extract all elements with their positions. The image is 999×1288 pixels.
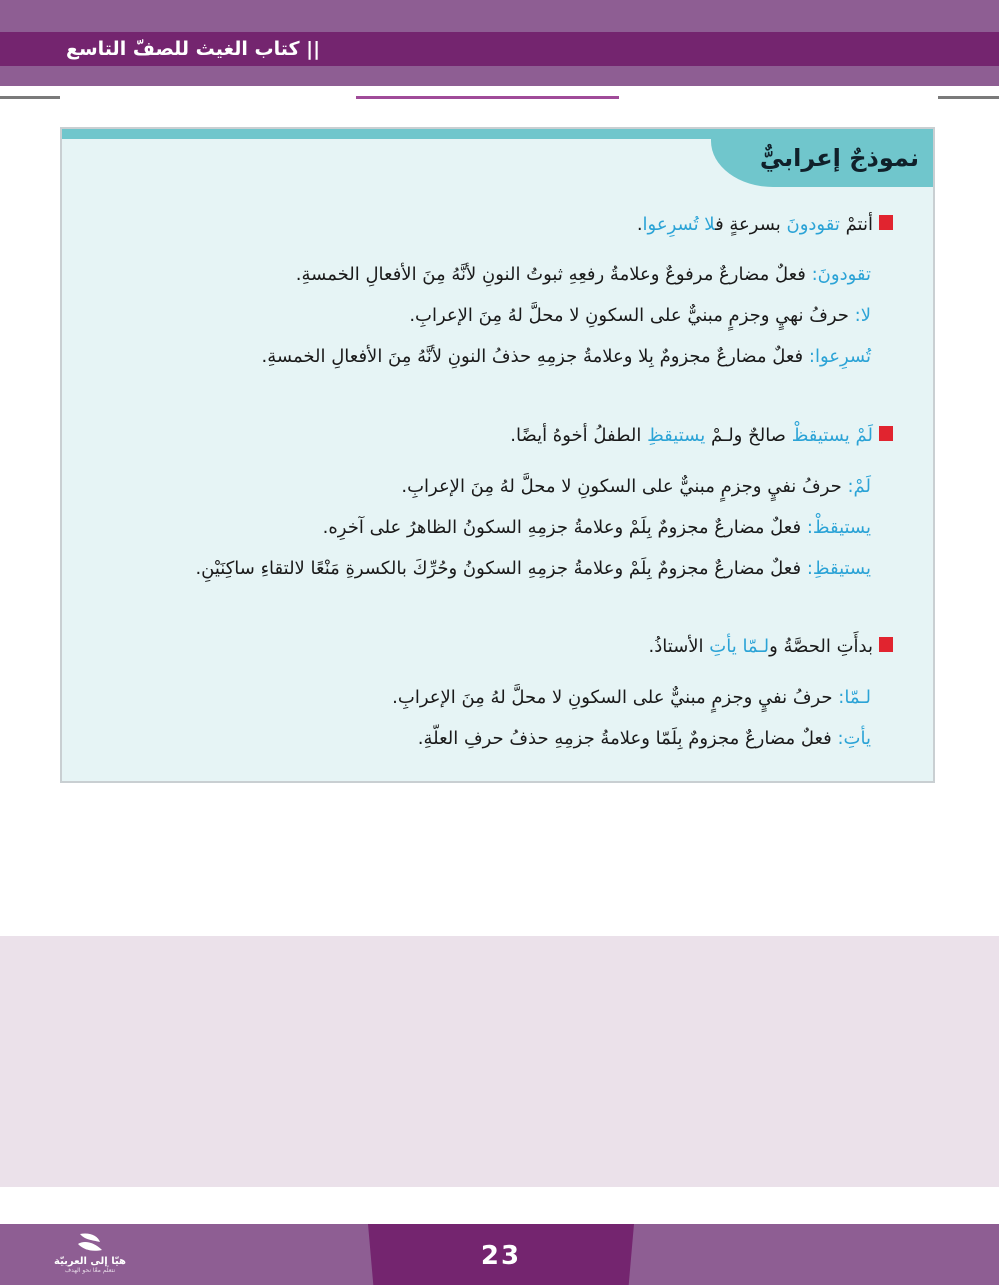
parsing-line [418,726,871,752]
divider-left [0,96,60,99]
parsing-text: فعلٌ مضارعٌ مجزومٌ بِلَمْ وعلامةُ جزمِهِ السكونُ وحُرِّكَ بالكسرةِ مَنْعًا لالتقاءِ ساكِنَيْنِ. [195,558,807,579]
parsing-text: فعلٌ مضارعٌ مجزومٌ بِلَمْ وعلامةُ جزمِهِ السكونُ الظاهرُ على آخرِه. [322,517,807,538]
sentence-text: الأستاذُ. [648,636,710,657]
leaf-logo-icon [72,1230,108,1256]
parsing-line [392,685,871,711]
sentence-highlight: لا تُسرِعوا [642,214,716,235]
logo-tagline: نتعلّم معًا نحو الهدف [64,1267,116,1274]
divider-center [356,96,619,99]
sentence-highlight: يستيقظِ [647,425,706,446]
sentence-text: الطفلُ أخوهُ أيضًا. [510,425,648,446]
parsed-word: يستيقظِ: [806,558,871,579]
parsing-text: فعلٌ مضارعٌ مجزومٌ بِلَمّا وعلامةُ جزمِهِ حذفُ حرفِ العلّةِ. [417,728,838,749]
sentence-text: بسرعةٍ ف [715,214,787,235]
parsing-line [195,556,871,582]
parsing-text: حرفُ نفيٍ وجزمٍ مبنيٌّ على السكونِ لا محلَّ لهُ مِنَ الإعرابِ. [401,476,848,497]
box-title: نموذجٌ إعرابيٌّ [759,144,919,172]
parsing-text: فعلٌ مضارعٌ مرفوعٌ وعلامةُ رفعِهِ ثبوتُ النونِ لأنَّهُ مِنَ الأفعالِ الخمسةِ. [295,264,812,285]
parsing-line [401,474,871,500]
bullet-square-icon [879,637,893,652]
lower-panel [0,936,999,1187]
parsing-line [296,262,871,288]
parsed-word: تُسرِعوا: [808,346,871,367]
sentence-text: أنتمْ [839,214,873,235]
divider-right [938,96,999,99]
sentence-text: . [636,214,643,235]
parsed-word: تقودونَ: [811,264,871,285]
parsed-word: يأتِ: [837,728,871,749]
sentence-text: بدأَتِ الحصَّةُ و [769,636,873,657]
parsed-word: لا: [854,305,871,326]
example-sentence [510,423,893,449]
parsing-text: حرفُ نهيٍ وجزمٍ مبنيٌّ على السكونِ لا محلَّ لهُ مِنَ الإعرابِ. [409,305,855,326]
logo-name: هيّا إلى العربيّة [54,1256,126,1267]
parsing-line [262,344,871,370]
parsing-line [323,515,871,541]
sentence-highlight: لـمّا يأتِ [709,636,770,657]
book-title: || كتاب الغيث للصفّ التاسع [66,38,321,60]
parsing-line [409,303,871,329]
example-sentence [637,212,893,238]
parsed-word: لـمّا: [838,687,871,708]
bullet-square-icon [879,426,893,441]
sentence-highlight: لَمْ يستيقظْ [791,425,873,446]
publisher-logo [54,1230,126,1282]
sentence-highlight: تقودونَ [786,214,840,235]
box-title-tab [711,129,933,187]
parsing-text: حرفُ نفيٍ وجزمٍ مبنيٌّ على السكونِ لا محلَّ لهُ مِنَ الإعرابِ. [392,687,839,708]
example-sentence [649,634,893,660]
parsing-model-box [60,127,935,783]
parsed-word: يستيقظْ: [806,517,871,538]
bullet-square-icon [879,215,893,230]
page-number: 23 [480,1241,522,1271]
parsed-word: لَمْ: [847,476,871,497]
parsing-text: فعلٌ مضارعٌ مجزومٌ بِلا وعلامةُ جزمِهِ حذفُ النونِ لأنَّهُ مِنَ الأفعالِ الخمسةِ. [261,346,809,367]
sentence-text: صالحٌ ولـمْ [705,425,792,446]
